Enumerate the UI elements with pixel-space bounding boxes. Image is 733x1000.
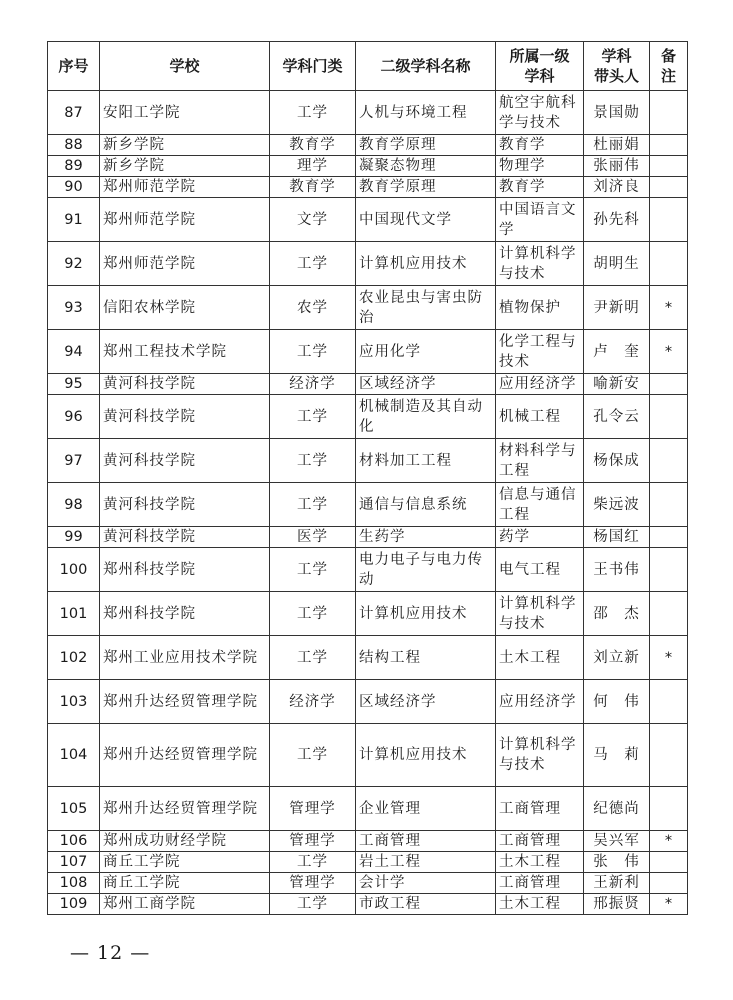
- row-number: 99: [48, 527, 100, 548]
- table-body: [48, 91, 688, 915]
- row-subject: 凝聚态物理: [356, 156, 496, 177]
- row-school: 新乡学院: [100, 135, 270, 156]
- table-row: [48, 395, 688, 439]
- row-school: 郑州师范学院: [100, 177, 270, 198]
- row-subject: 区域经济学: [356, 680, 496, 724]
- row-remark: [650, 198, 688, 242]
- row-remark: *: [650, 831, 688, 852]
- row-subject: 人机与环境工程: [356, 91, 496, 135]
- row-leader: 王新利: [584, 873, 650, 894]
- row-number: 105: [48, 787, 100, 831]
- table-row: [48, 852, 688, 873]
- row-level1-discipline: 土木工程: [496, 894, 584, 915]
- header-school: 学校: [100, 42, 270, 91]
- row-leader: 喻新安: [584, 374, 650, 395]
- header-leader: 学科 带头人: [584, 42, 650, 91]
- row-leader: 柴远波: [584, 483, 650, 527]
- row-level1-discipline: 植物保护: [496, 286, 584, 330]
- row-subject: 中国现代文学: [356, 198, 496, 242]
- row-leader: 吴兴军: [584, 831, 650, 852]
- row-number: 93: [48, 286, 100, 330]
- row-remark: [650, 91, 688, 135]
- table-row: [48, 439, 688, 483]
- row-category: 工学: [270, 91, 356, 135]
- row-subject: 计算机应用技术: [356, 242, 496, 286]
- table-row: [48, 330, 688, 374]
- row-level1-discipline: 化学工程与技术: [496, 330, 584, 374]
- row-number: 100: [48, 548, 100, 592]
- table-row: [48, 135, 688, 156]
- row-category: 工学: [270, 439, 356, 483]
- row-subject: 区域经济学: [356, 374, 496, 395]
- table-row: [48, 592, 688, 636]
- row-category: 工学: [270, 636, 356, 680]
- row-leader: 马 莉: [584, 724, 650, 787]
- row-school: 郑州科技学院: [100, 548, 270, 592]
- row-school: 郑州成功财经学院: [100, 831, 270, 852]
- row-level1-discipline: 材料科学与工程: [496, 439, 584, 483]
- table-row: [48, 831, 688, 852]
- row-category: 文学: [270, 198, 356, 242]
- row-remark: [650, 724, 688, 787]
- row-category: 农学: [270, 286, 356, 330]
- row-subject: 计算机应用技术: [356, 724, 496, 787]
- row-school: 郑州工业应用技术学院: [100, 636, 270, 680]
- row-subject: 岩土工程: [356, 852, 496, 873]
- row-leader: 何 伟: [584, 680, 650, 724]
- table-row: [48, 483, 688, 527]
- row-number: 102: [48, 636, 100, 680]
- row-level1-discipline: 工商管理: [496, 787, 584, 831]
- header-no: 序号: [48, 42, 100, 91]
- row-number: 103: [48, 680, 100, 724]
- row-school: 郑州师范学院: [100, 242, 270, 286]
- row-number: 88: [48, 135, 100, 156]
- row-subject: 企业管理: [356, 787, 496, 831]
- page-number: — 12 —: [70, 942, 151, 964]
- row-category: 教育学: [270, 135, 356, 156]
- row-number: 107: [48, 852, 100, 873]
- table-row: [48, 91, 688, 135]
- row-leader: 邢振贤: [584, 894, 650, 915]
- row-level1-discipline: 机械工程: [496, 395, 584, 439]
- table-row: [48, 548, 688, 592]
- row-level1-discipline: 电气工程: [496, 548, 584, 592]
- row-remark: *: [650, 636, 688, 680]
- row-school: 郑州师范学院: [100, 198, 270, 242]
- row-subject: 教育学原理: [356, 177, 496, 198]
- row-leader: 卢 奎: [584, 330, 650, 374]
- row-subject: 通信与信息系统: [356, 483, 496, 527]
- row-remark: [650, 680, 688, 724]
- row-school: 黄河科技学院: [100, 374, 270, 395]
- row-number: 95: [48, 374, 100, 395]
- table-row: [48, 156, 688, 177]
- row-school: 郑州工程技术学院: [100, 330, 270, 374]
- row-subject: 市政工程: [356, 894, 496, 915]
- row-remark: [650, 787, 688, 831]
- row-category: 经济学: [270, 374, 356, 395]
- table-row: [48, 636, 688, 680]
- header-level1: 所属一级 学科: [496, 42, 584, 91]
- row-remark: [650, 483, 688, 527]
- row-subject: 生药学: [356, 527, 496, 548]
- row-level1-discipline: 计算机科学与技术: [496, 242, 584, 286]
- table-row: [48, 724, 688, 787]
- row-remark: *: [650, 330, 688, 374]
- row-level1-discipline: 计算机科学与技术: [496, 724, 584, 787]
- row-leader: 刘济良: [584, 177, 650, 198]
- row-leader: 尹新明: [584, 286, 650, 330]
- row-number: 92: [48, 242, 100, 286]
- row-level1-discipline: 药学: [496, 527, 584, 548]
- row-level1-discipline: 航空宇航科学与技术: [496, 91, 584, 135]
- row-level1-discipline: 计算机科学与技术: [496, 592, 584, 636]
- row-leader: 杨国红: [584, 527, 650, 548]
- discipline-table: [47, 41, 688, 915]
- row-number: 87: [48, 91, 100, 135]
- row-number: 97: [48, 439, 100, 483]
- row-level1-discipline: 土木工程: [496, 852, 584, 873]
- table-header: [48, 42, 688, 91]
- row-school: 商丘工学院: [100, 873, 270, 894]
- row-remark: *: [650, 894, 688, 915]
- row-subject: 机械制造及其自动化: [356, 395, 496, 439]
- row-number: 89: [48, 156, 100, 177]
- header-subject: 二级学科名称: [356, 42, 496, 91]
- row-category: 工学: [270, 330, 356, 374]
- row-level1-discipline: 中国语言文学: [496, 198, 584, 242]
- row-level1-discipline: 应用经济学: [496, 680, 584, 724]
- row-number: 108: [48, 873, 100, 894]
- row-level1-discipline: 应用经济学: [496, 374, 584, 395]
- table-row: [48, 177, 688, 198]
- row-leader: 孔令云: [584, 395, 650, 439]
- row-remark: [650, 242, 688, 286]
- row-remark: [650, 439, 688, 483]
- row-school: 安阳工学院: [100, 91, 270, 135]
- row-school: 新乡学院: [100, 156, 270, 177]
- table-row: [48, 527, 688, 548]
- row-subject: 结构工程: [356, 636, 496, 680]
- row-remark: [650, 374, 688, 395]
- table-row: [48, 894, 688, 915]
- row-category: 工学: [270, 592, 356, 636]
- table-row: [48, 242, 688, 286]
- row-category: 管理学: [270, 873, 356, 894]
- row-category: 工学: [270, 483, 356, 527]
- row-remark: [650, 156, 688, 177]
- row-subject: 电力电子与电力传动: [356, 548, 496, 592]
- row-number: 106: [48, 831, 100, 852]
- row-leader: 孙先科: [584, 198, 650, 242]
- row-category: 管理学: [270, 831, 356, 852]
- row-category: 工学: [270, 852, 356, 873]
- row-leader: 张丽伟: [584, 156, 650, 177]
- row-level1-discipline: 工商管理: [496, 873, 584, 894]
- header-category: 学科门类: [270, 42, 356, 91]
- row-level1-discipline: 信息与通信工程: [496, 483, 584, 527]
- table-row: [48, 680, 688, 724]
- row-leader: 邵 杰: [584, 592, 650, 636]
- row-category: 工学: [270, 242, 356, 286]
- row-subject: 教育学原理: [356, 135, 496, 156]
- row-number: 90: [48, 177, 100, 198]
- row-school: 郑州升达经贸管理学院: [100, 680, 270, 724]
- row-category: 理学: [270, 156, 356, 177]
- row-subject: 工商管理: [356, 831, 496, 852]
- row-number: 96: [48, 395, 100, 439]
- row-leader: 杨保成: [584, 439, 650, 483]
- table-row: [48, 286, 688, 330]
- row-category: 工学: [270, 548, 356, 592]
- row-remark: [650, 527, 688, 548]
- row-leader: 张 伟: [584, 852, 650, 873]
- row-leader: 杜丽娟: [584, 135, 650, 156]
- row-remark: [650, 548, 688, 592]
- row-school: 郑州工商学院: [100, 894, 270, 915]
- header-remark: 备 注: [650, 42, 688, 91]
- table-row: [48, 198, 688, 242]
- row-school: 黄河科技学院: [100, 483, 270, 527]
- row-school: 郑州升达经贸管理学院: [100, 787, 270, 831]
- row-category: 工学: [270, 724, 356, 787]
- row-category: 医学: [270, 527, 356, 548]
- row-leader: 王书伟: [584, 548, 650, 592]
- row-remark: [650, 592, 688, 636]
- row-category: 工学: [270, 395, 356, 439]
- row-leader: 纪德尚: [584, 787, 650, 831]
- row-leader: 景国勋: [584, 91, 650, 135]
- row-school: 信阳农林学院: [100, 286, 270, 330]
- table-row: [48, 374, 688, 395]
- table-row: [48, 873, 688, 894]
- row-level1-discipline: 物理学: [496, 156, 584, 177]
- row-leader: 刘立新: [584, 636, 650, 680]
- row-category: 经济学: [270, 680, 356, 724]
- row-number: 109: [48, 894, 100, 915]
- row-subject: 计算机应用技术: [356, 592, 496, 636]
- row-category: 管理学: [270, 787, 356, 831]
- row-level1-discipline: 土木工程: [496, 636, 584, 680]
- row-remark: *: [650, 286, 688, 330]
- row-number: 98: [48, 483, 100, 527]
- row-school: 黄河科技学院: [100, 439, 270, 483]
- row-number: 91: [48, 198, 100, 242]
- row-category: 教育学: [270, 177, 356, 198]
- row-subject: 会计学: [356, 873, 496, 894]
- row-subject: 农业昆虫与害虫防治: [356, 286, 496, 330]
- row-remark: [650, 395, 688, 439]
- row-category: 工学: [270, 894, 356, 915]
- row-leader: 胡明生: [584, 242, 650, 286]
- row-number: 94: [48, 330, 100, 374]
- row-subject: 应用化学: [356, 330, 496, 374]
- row-level1-discipline: 教育学: [496, 135, 584, 156]
- row-remark: [650, 873, 688, 894]
- row-remark: [650, 135, 688, 156]
- table-row: [48, 787, 688, 831]
- row-remark: [650, 852, 688, 873]
- row-level1-discipline: 教育学: [496, 177, 584, 198]
- row-number: 104: [48, 724, 100, 787]
- row-subject: 材料加工工程: [356, 439, 496, 483]
- row-number: 101: [48, 592, 100, 636]
- row-level1-discipline: 工商管理: [496, 831, 584, 852]
- row-school: 黄河科技学院: [100, 395, 270, 439]
- row-remark: [650, 177, 688, 198]
- row-school: 商丘工学院: [100, 852, 270, 873]
- row-school: 黄河科技学院: [100, 527, 270, 548]
- row-school: 郑州升达经贸管理学院: [100, 724, 270, 787]
- row-school: 郑州科技学院: [100, 592, 270, 636]
